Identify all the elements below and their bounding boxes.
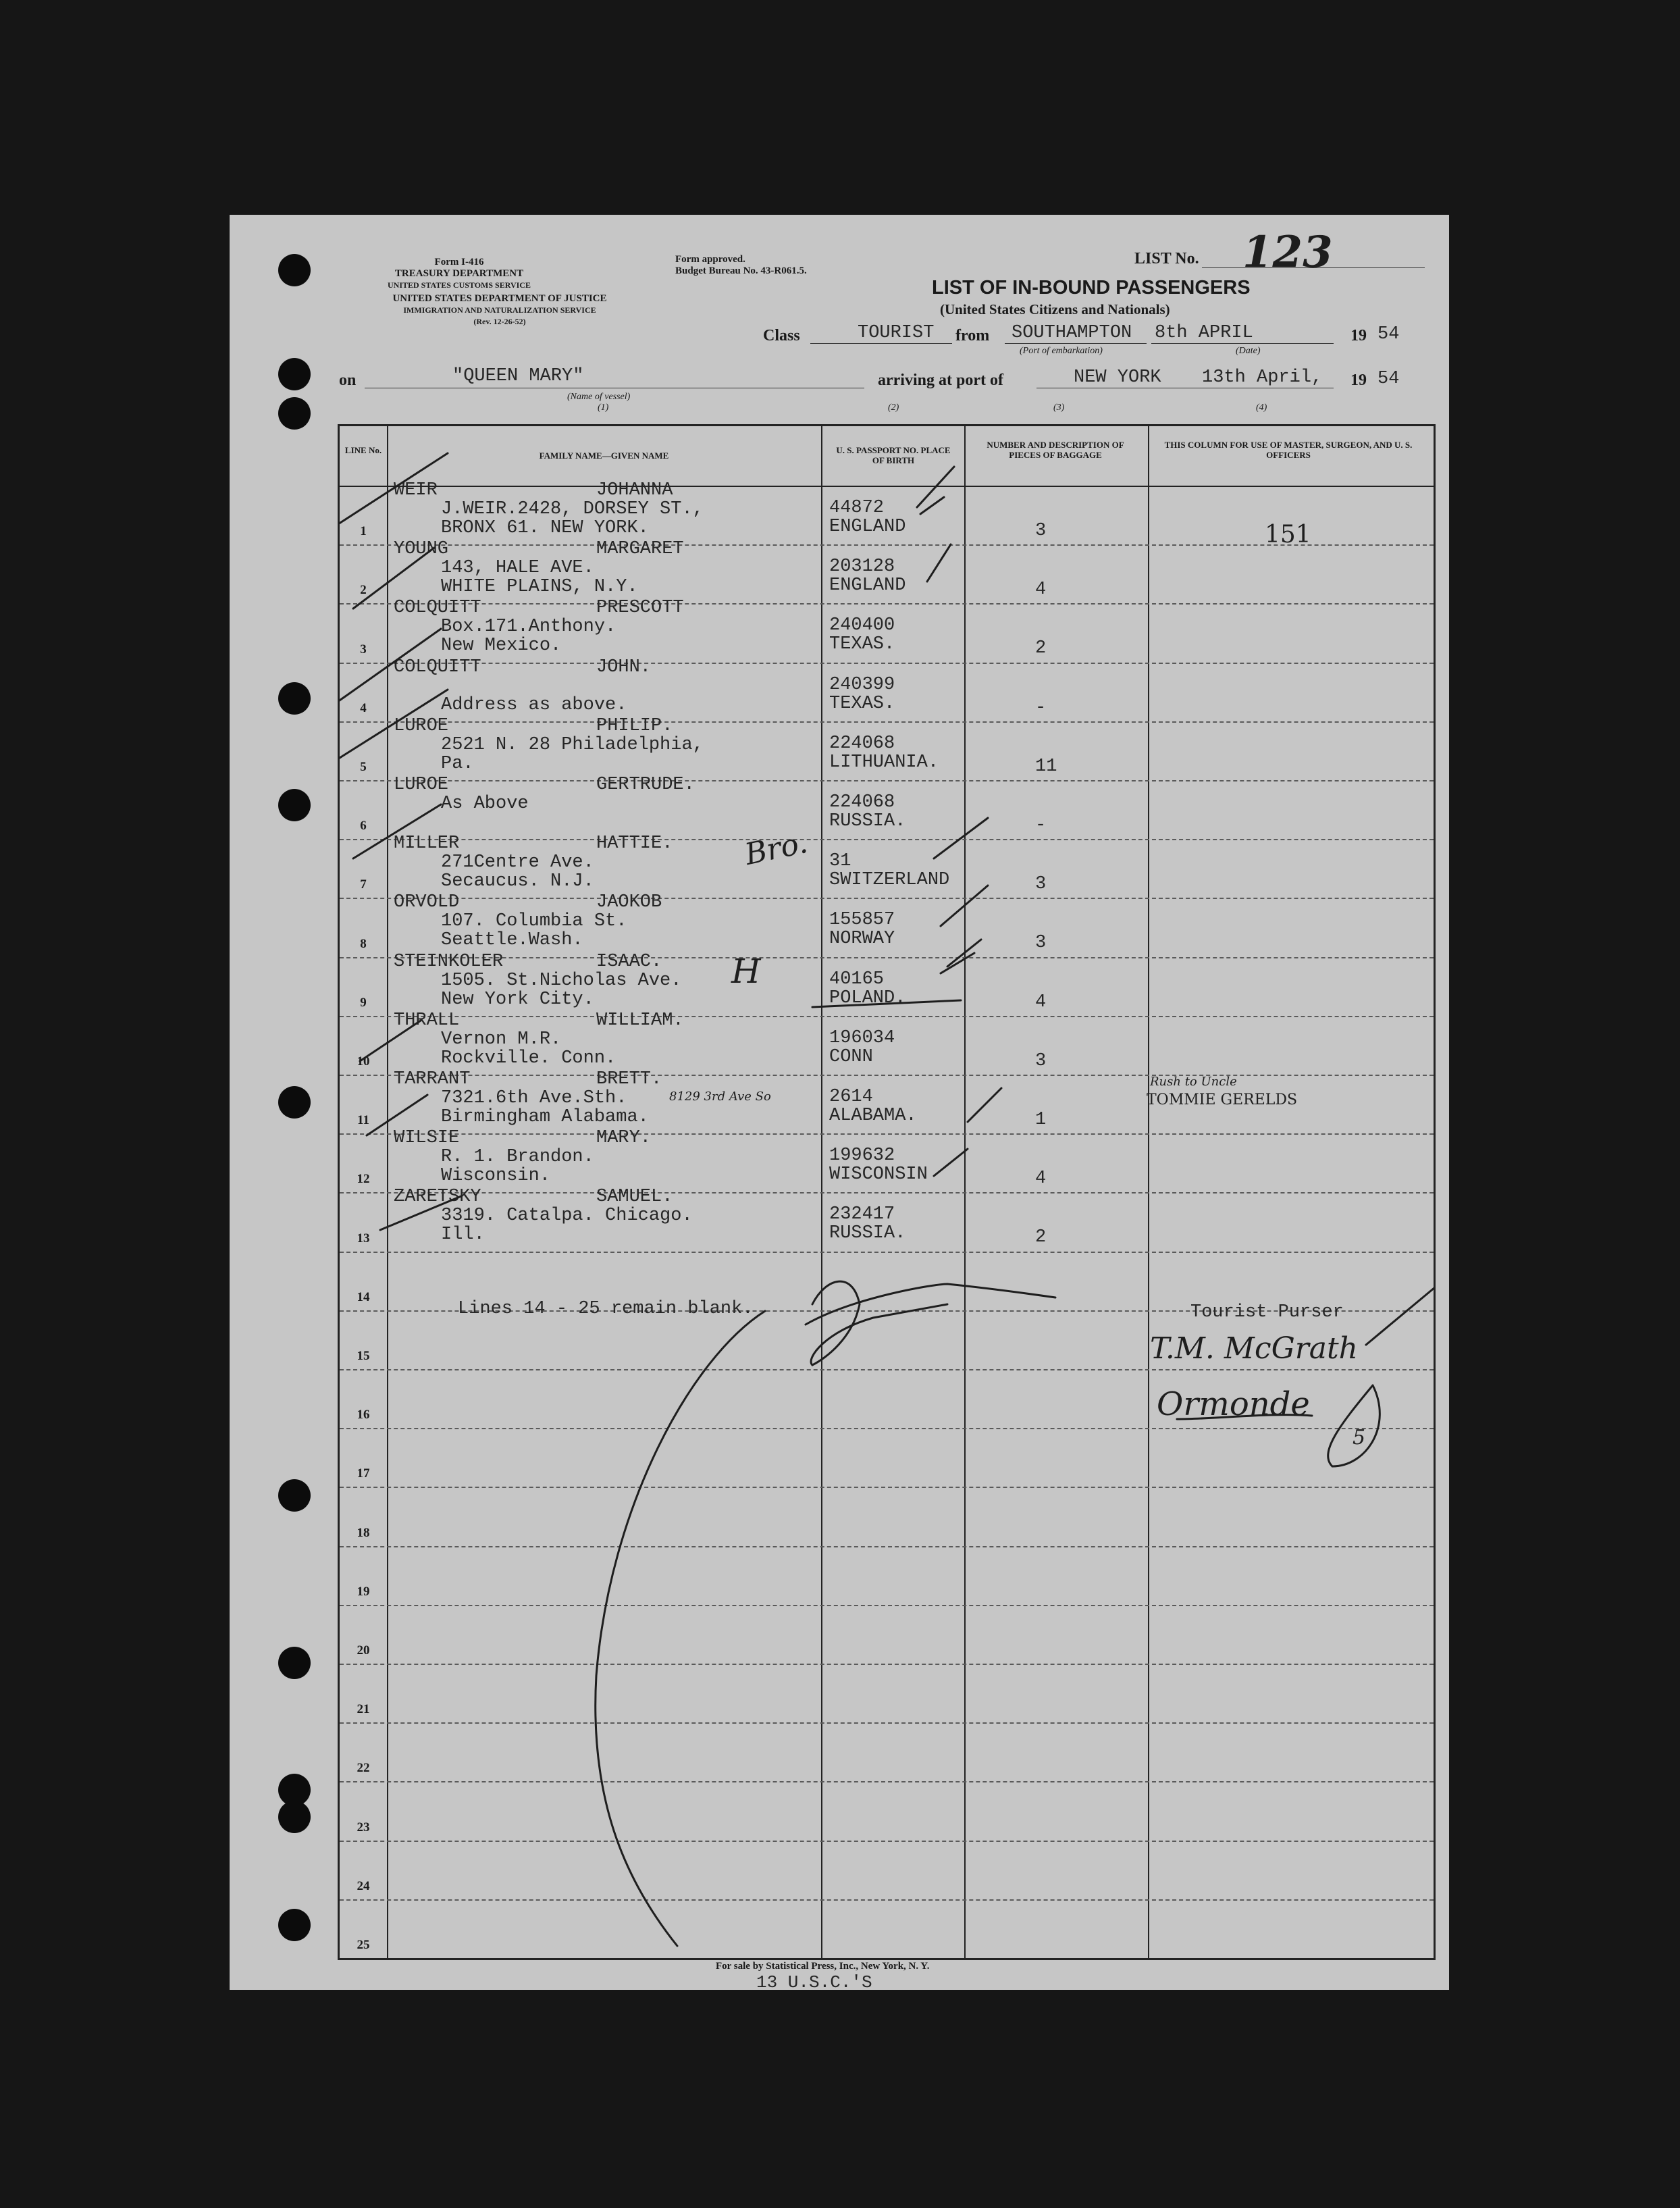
- place-of-birth: RUSSIA.: [829, 811, 906, 831]
- baggage-count: 4: [1035, 580, 1047, 600]
- binder-hole: [278, 1647, 311, 1679]
- place-of-birth: POLAND.: [829, 987, 906, 1008]
- baggage-count: 4: [1035, 992, 1047, 1012]
- baggage-count: -: [1035, 815, 1047, 836]
- margin-note: 5: [1353, 1426, 1366, 1449]
- address-line-1: R. 1. Brandon.: [441, 1147, 594, 1168]
- row-divider: [340, 1899, 1434, 1901]
- passport-number: 203128: [829, 557, 895, 577]
- given-name: MARGARET: [596, 539, 684, 560]
- place-of-birth: SWITZERLAND: [829, 870, 950, 891]
- departure-date: 8th APRIL: [1155, 323, 1253, 343]
- manifest-page: [230, 215, 1449, 1993]
- form-approved: Form approved.: [675, 254, 745, 265]
- year-prefix: 19: [1350, 327, 1367, 344]
- row-divider: [340, 1487, 1434, 1488]
- line-number: 6: [360, 819, 367, 833]
- family-name: MILLER: [394, 833, 460, 854]
- justice-block: [338, 293, 662, 328]
- place-of-birth: ALABAMA.: [829, 1106, 917, 1126]
- col-header-name: FAMILY NAME—GIVEN NAME: [539, 451, 669, 461]
- passport-number: 2614: [829, 1087, 873, 1107]
- baggage-count: 3: [1035, 521, 1047, 541]
- given-name: JAOKOB: [596, 892, 662, 913]
- baggage-count: 11: [1035, 756, 1057, 777]
- line-number: 16: [357, 1408, 370, 1422]
- form-number: Form I-416: [434, 257, 484, 267]
- line-number: 14: [357, 1289, 370, 1304]
- place-of-birth: LITHUANIA.: [829, 752, 939, 773]
- baggage-count: -: [1035, 697, 1047, 718]
- given-name: SAMUEL.: [596, 1187, 673, 1208]
- vessel-name: "QUEEN MARY": [452, 366, 584, 386]
- family-name: ZARETSKY: [394, 1187, 481, 1208]
- officer-note: 151: [1265, 521, 1311, 548]
- row-divider: [340, 1428, 1434, 1429]
- port-caption: (Port of embarkation): [1020, 346, 1103, 356]
- row-divider: [340, 1664, 1434, 1665]
- line-number: 21: [357, 1702, 370, 1717]
- given-name: JOHN.: [596, 657, 652, 677]
- row-divider: [340, 1252, 1434, 1253]
- given-name: WILLIAM.: [596, 1010, 684, 1031]
- binder-hole: [278, 682, 311, 715]
- line-number: 23: [357, 1820, 370, 1834]
- col4-caption: (4): [1256, 403, 1267, 413]
- given-name: HATTIE.: [596, 833, 673, 854]
- address-line-2: Rockville. Conn.: [441, 1048, 616, 1069]
- family-name: THRALL: [394, 1010, 460, 1031]
- address-line-1: As Above: [441, 794, 529, 814]
- line-number: 8: [360, 936, 367, 951]
- blank-lines-note: Lines 14 - 25 remain blank.: [458, 1299, 754, 1319]
- given-name: JOHANNA: [596, 480, 673, 500]
- family-name: TARRANT: [394, 1069, 471, 1089]
- revision: (Rev. 12-26-52): [473, 317, 526, 326]
- from-value: SOUTHAMPTON: [1012, 323, 1132, 343]
- col-header-passport: U. S. PASSPORT NO. PLACE OF BIRTH: [836, 445, 951, 465]
- line-number: 19: [357, 1584, 370, 1599]
- line-number: 4: [360, 700, 367, 715]
- line-number: 17: [357, 1466, 370, 1481]
- address-line-1: 3319. Catalpa. Chicago.: [441, 1206, 693, 1227]
- vessel-caption: (Name of vessel): [567, 392, 631, 402]
- arrival-year-prefix: 19: [1350, 371, 1367, 389]
- place-of-birth: NORWAY: [829, 929, 895, 950]
- row-divider: [340, 1605, 1434, 1606]
- col1-caption: (1): [598, 403, 609, 413]
- address-line-1: Vernon M.R.: [441, 1029, 562, 1050]
- line-number: 5: [360, 760, 367, 774]
- place-of-birth: RUSSIA.: [829, 1223, 906, 1244]
- list-number: 123: [1242, 227, 1333, 278]
- family-name: WILSIE: [394, 1128, 460, 1149]
- line-number: 12: [357, 1172, 370, 1187]
- col3-caption: (3): [1053, 403, 1065, 413]
- passport-number: 40165: [829, 969, 885, 990]
- address-line-1: 271Centre Ave.: [441, 852, 594, 873]
- handwritten-bro: Bro.: [741, 825, 811, 873]
- passport-number: 31: [829, 851, 851, 872]
- date-caption: (Date): [1236, 346, 1261, 356]
- row-divider: [340, 898, 1434, 899]
- baggage-count: 3: [1035, 1050, 1047, 1071]
- class-value: TOURIST: [858, 323, 935, 343]
- given-name: BRETT.: [596, 1069, 662, 1089]
- family-name: LUROE: [394, 775, 449, 795]
- row-divider: [340, 1075, 1434, 1076]
- binder-hole: [278, 1909, 311, 1941]
- family-name: YOUNG: [394, 539, 449, 560]
- address-line-2: Ill.: [441, 1225, 485, 1246]
- passport-number: 232417: [829, 1204, 895, 1225]
- row-divider: [340, 1133, 1434, 1135]
- family-name: WEIR: [394, 480, 438, 500]
- address-line-2: New Mexico.: [441, 636, 562, 657]
- row-divider: [340, 780, 1434, 781]
- row-divider: [340, 1369, 1434, 1370]
- place-of-birth: WISCONSIN: [829, 1164, 928, 1185]
- customs-service: UNITED STATES CUSTOMS SERVICE: [388, 280, 531, 290]
- printer-note: For sale by Statistical Press, Inc., New York, N. Y.: [716, 1961, 930, 1972]
- binder-hole: [278, 254, 311, 286]
- address-line-1: 2521 N. 28 Philadelphia,: [441, 734, 704, 755]
- family-name: LUROE: [394, 715, 449, 736]
- binder-hole: [278, 397, 311, 430]
- place-of-birth: ENGLAND: [829, 575, 906, 596]
- list-no-label: LIST No.: [1134, 250, 1199, 267]
- page-subtitle: (United States Citizens and Nationals): [940, 301, 1170, 317]
- year-value: 54: [1377, 324, 1400, 344]
- col-header-baggage: NUMBER AND DESCRIPTION OF PIECES OF BAGGAGE: [987, 440, 1124, 460]
- on-label: on: [339, 371, 357, 389]
- baggage-count: 2: [1035, 638, 1047, 659]
- baggage-count: 3: [1035, 933, 1047, 954]
- line-number: 20: [357, 1643, 370, 1658]
- baggage-count: 2: [1035, 1227, 1047, 1248]
- baggage-count: 4: [1035, 1169, 1047, 1189]
- passenger-table: [338, 424, 1436, 1960]
- address-line-1: 1505. St.Nicholas Ave.: [441, 970, 682, 991]
- row-divider: [340, 957, 1434, 958]
- address-line-1: Box.171.Anthony.: [441, 617, 616, 638]
- row-divider: [340, 839, 1434, 840]
- place-of-birth: CONN: [829, 1046, 873, 1067]
- place-of-birth: ENGLAND: [829, 517, 906, 537]
- passport-number: 240400: [829, 615, 895, 636]
- from-label: from: [955, 327, 990, 344]
- row-divider: [340, 1841, 1434, 1842]
- line-number: 2: [360, 583, 367, 598]
- line-number: 22: [357, 1761, 370, 1776]
- line-number: 9: [360, 995, 367, 1010]
- family-name: COLQUITT: [394, 598, 481, 619]
- arrival-port: NEW YORK: [1074, 367, 1161, 388]
- given-name: MARY.: [596, 1128, 652, 1149]
- handwritten-tarrant-address: 8129 3rd Ave So: [669, 1089, 771, 1104]
- line-number: 13: [357, 1231, 370, 1246]
- page-title: LIST OF IN-BOUND PASSENGERS: [932, 277, 1251, 299]
- address-line-2: Secaucus. N.J.: [441, 871, 594, 892]
- address-line-1: 7321.6th Ave.Sth.: [441, 1088, 627, 1108]
- row-divider: [340, 721, 1434, 723]
- address-line-1: J.WEIR.2428, DORSEY ST.,: [441, 499, 704, 519]
- line-number: 18: [357, 1525, 370, 1540]
- binder-hole: [278, 358, 311, 390]
- row-divider: [340, 663, 1434, 664]
- given-name: PRESCOTT: [596, 598, 684, 619]
- col-header-line: LINE No.: [344, 445, 382, 455]
- address-line-2: New York City.: [441, 989, 594, 1010]
- line-number: 11: [357, 1113, 369, 1128]
- arriving-label: arriving at port of: [878, 371, 1003, 389]
- footer-stamp: 13 U.S.C.'S: [756, 1972, 872, 1993]
- address-line-2: Wisconsin.: [441, 1166, 551, 1187]
- passport-number: 199632: [829, 1146, 895, 1166]
- binder-hole: [278, 1479, 311, 1512]
- given-name: ISAAC.: [596, 951, 662, 972]
- treasury-dept: TREASURY DEPARTMENT: [394, 268, 524, 279]
- form-header-block: [338, 257, 581, 291]
- row-divider: [340, 1016, 1434, 1017]
- signature-mcgrath: T.M. McGrath: [1150, 1331, 1359, 1366]
- family-name: ORVOLD: [394, 892, 460, 913]
- passport-number: 224068: [829, 792, 895, 813]
- class-label: Class: [763, 327, 800, 344]
- binder-hole: [278, 1801, 311, 1833]
- family-name: STEINKOLER: [394, 951, 504, 972]
- line-number: 24: [357, 1878, 370, 1893]
- address-line-2: Birmingham Alabama.: [441, 1107, 649, 1127]
- line-number: 7: [360, 877, 367, 892]
- address-line-2: WHITE PLAINS, N.Y.: [441, 577, 638, 598]
- binder-hole: [278, 1086, 311, 1119]
- address-line-2: Address as above.: [441, 694, 627, 715]
- passport-number: 224068: [829, 733, 895, 754]
- passport-number: 240399: [829, 674, 895, 695]
- given-name: GERTRUDE.: [596, 775, 695, 795]
- handwritten-uncle-name: TOMMIE GERELDS: [1147, 1092, 1298, 1108]
- binder-hole: [278, 789, 311, 821]
- ins-service: IMMIGRATION AND NATURALIZATION SERVICE: [403, 305, 596, 315]
- line-number: 25: [357, 1938, 370, 1952]
- baggage-count: 1: [1035, 1110, 1047, 1130]
- row-divider: [340, 1781, 1434, 1782]
- line-number: 3: [360, 642, 367, 657]
- baggage-count: 3: [1035, 874, 1047, 895]
- arrival-year: 54: [1377, 369, 1400, 389]
- given-name: PHILIP.: [596, 715, 673, 736]
- line-number: 10: [357, 1054, 370, 1069]
- signature-second: Ormonde: [1157, 1385, 1310, 1423]
- passport-number: 155857: [829, 910, 895, 931]
- col2-caption: (2): [888, 403, 899, 413]
- passport-number: 44872: [829, 498, 885, 518]
- purser-label: Tourist Purser: [1190, 1302, 1344, 1323]
- place-of-birth: TEXAS.: [829, 634, 895, 655]
- col-header-officers: THIS COLUMN FOR USE OF MASTER, SURGEON, AND U. S. OFFICERS: [1164, 440, 1413, 460]
- passport-number: 196034: [829, 1027, 895, 1048]
- address-line-1: 143, HALE AVE.: [441, 558, 594, 579]
- place-of-birth: TEXAS.: [829, 693, 895, 714]
- address-line-2: BRONX 61. NEW YORK.: [441, 518, 649, 538]
- address-line-2: Seattle.Wash.: [441, 930, 583, 951]
- justice-dept: UNITED STATES DEPARTMENT OF JUSTICE: [392, 293, 607, 304]
- row-divider: [340, 1546, 1434, 1547]
- address-line-1: 107. Columbia St.: [441, 911, 627, 932]
- family-name: COLQUITT: [394, 657, 481, 677]
- handwritten-h: H: [731, 952, 761, 991]
- budget-bureau: Budget Bureau No. 43-R061.5.: [675, 265, 807, 276]
- row-divider: [340, 1722, 1434, 1724]
- line-number: 15: [357, 1349, 370, 1363]
- row-divider: [340, 1192, 1434, 1193]
- approval-block: [675, 254, 807, 277]
- line-number: 1: [360, 524, 367, 539]
- row-divider: [340, 603, 1434, 605]
- address-line-2: Pa.: [441, 753, 474, 774]
- arrival-date: 13th April,: [1202, 367, 1323, 388]
- handwritten-uncle-note: Rush to Uncle: [1150, 1075, 1237, 1089]
